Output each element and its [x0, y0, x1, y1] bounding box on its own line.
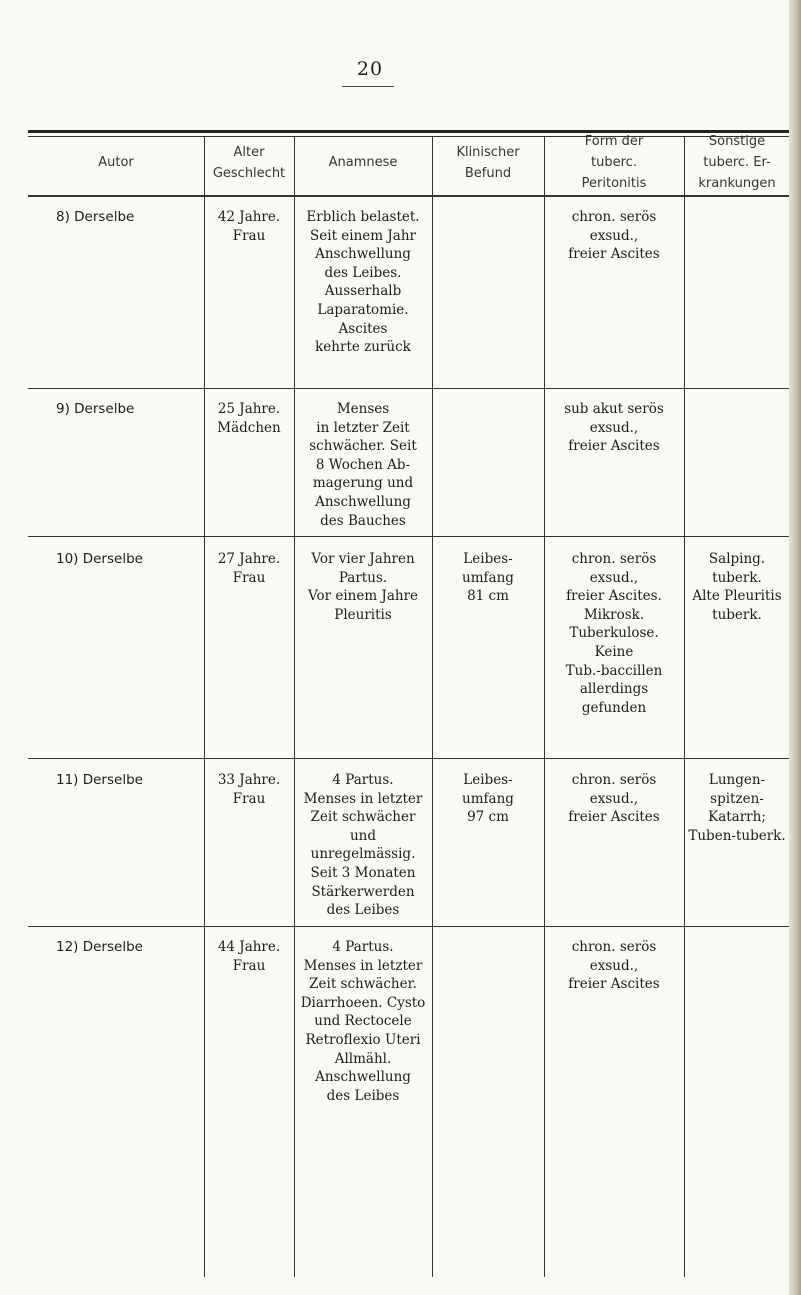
- header-autor: Autor: [98, 155, 134, 170]
- cell-anamnese: 4 Partus. Menses in letzter Zeit schwächer. Diarrhoeen. Cysto und Rectocele Retroflexio Uteri Allmähl. Anschwellung des Leibes: [300, 939, 426, 1104]
- cell-alter: 42 Jahre. Frau: [217, 209, 281, 244]
- page-number: 20: [356, 58, 384, 80]
- cell-anamnese: Erblich belastet. Seit einem Jahr Anschwellung des Leibes. Ausserhalb Laparatomie. Ascites kehrte zurück: [306, 209, 420, 356]
- cell-alter: 25 Jahre. Mädchen: [217, 401, 281, 436]
- cell-klinisch: Leibes- umfang 97 cm: [462, 772, 514, 826]
- row-separator: [28, 536, 790, 537]
- cell-form: chron. serös exsud., freier Ascites: [568, 939, 660, 993]
- cell-autor: 11) Derselbe: [56, 772, 143, 788]
- row-separator: [28, 388, 790, 389]
- header-klinischer-befund: Klinischer Befund: [456, 145, 520, 181]
- cell-klinisch: Leibes- umfang 81 cm: [462, 551, 514, 605]
- column-divider: [684, 137, 685, 1277]
- cell-anamnese: Menses in letzter Zeit schwächer. Seit 8 Wochen Ab- magerung und Anschwellung des Bauches: [309, 401, 417, 529]
- cell-anamnese: 4 Partus. Menses in letzter Zeit schwächer und unregelmässig. Seit 3 Monaten Stärkerwerden des Leibes: [303, 772, 423, 919]
- header-anamnese: Anamnese: [328, 155, 398, 170]
- cell-alter: 44 Jahre. Frau: [217, 939, 281, 974]
- cell-alter: 33 Jahre. Frau: [217, 772, 281, 807]
- cell-form: chron. serös exsud., freier Ascites: [568, 772, 660, 826]
- column-divider: [432, 137, 433, 1277]
- page-edge-shadow: [789, 0, 801, 1295]
- cell-autor: 8) Derselbe: [56, 209, 135, 225]
- header-bottom-rule: [28, 195, 790, 197]
- cell-form: chron. serös exsud., freier Ascites: [568, 209, 660, 263]
- column-divider: [204, 137, 205, 1277]
- header-alter-geschlecht: Alter Geschlecht: [212, 145, 286, 181]
- header-sonstige: Sonstige tuberc. Er- krankungen: [698, 134, 776, 191]
- cell-form: chron. serös exsud., freier Ascites. Mikrosk. Tuberkulose. Keine Tub.-baccillen allerdings gefunden: [565, 551, 663, 716]
- cell-autor: 12) Derselbe: [56, 939, 143, 955]
- page-number-underline: [342, 86, 394, 87]
- cell-anamnese: Vor vier Jahren Partus. Vor einem Jahre Pleuritis: [307, 551, 419, 623]
- cell-form: sub akut serös exsud., freier Ascites: [564, 401, 664, 455]
- row-separator: [28, 926, 790, 927]
- cell-sonstige: Lungen- spitzen- Katarrh; Tuben-tuberk.: [688, 772, 786, 844]
- row-separator: [28, 758, 790, 759]
- cell-alter: 27 Jahre. Frau: [217, 551, 281, 586]
- cell-autor: 9) Derselbe: [56, 401, 135, 417]
- cell-sonstige: Salping. tuberk. Alte Pleuritis tuberk.: [692, 551, 782, 623]
- header-form-peritonitis: Form der tuberc. Peritonitis: [581, 134, 647, 191]
- cell-autor: 10) Derselbe: [56, 551, 143, 567]
